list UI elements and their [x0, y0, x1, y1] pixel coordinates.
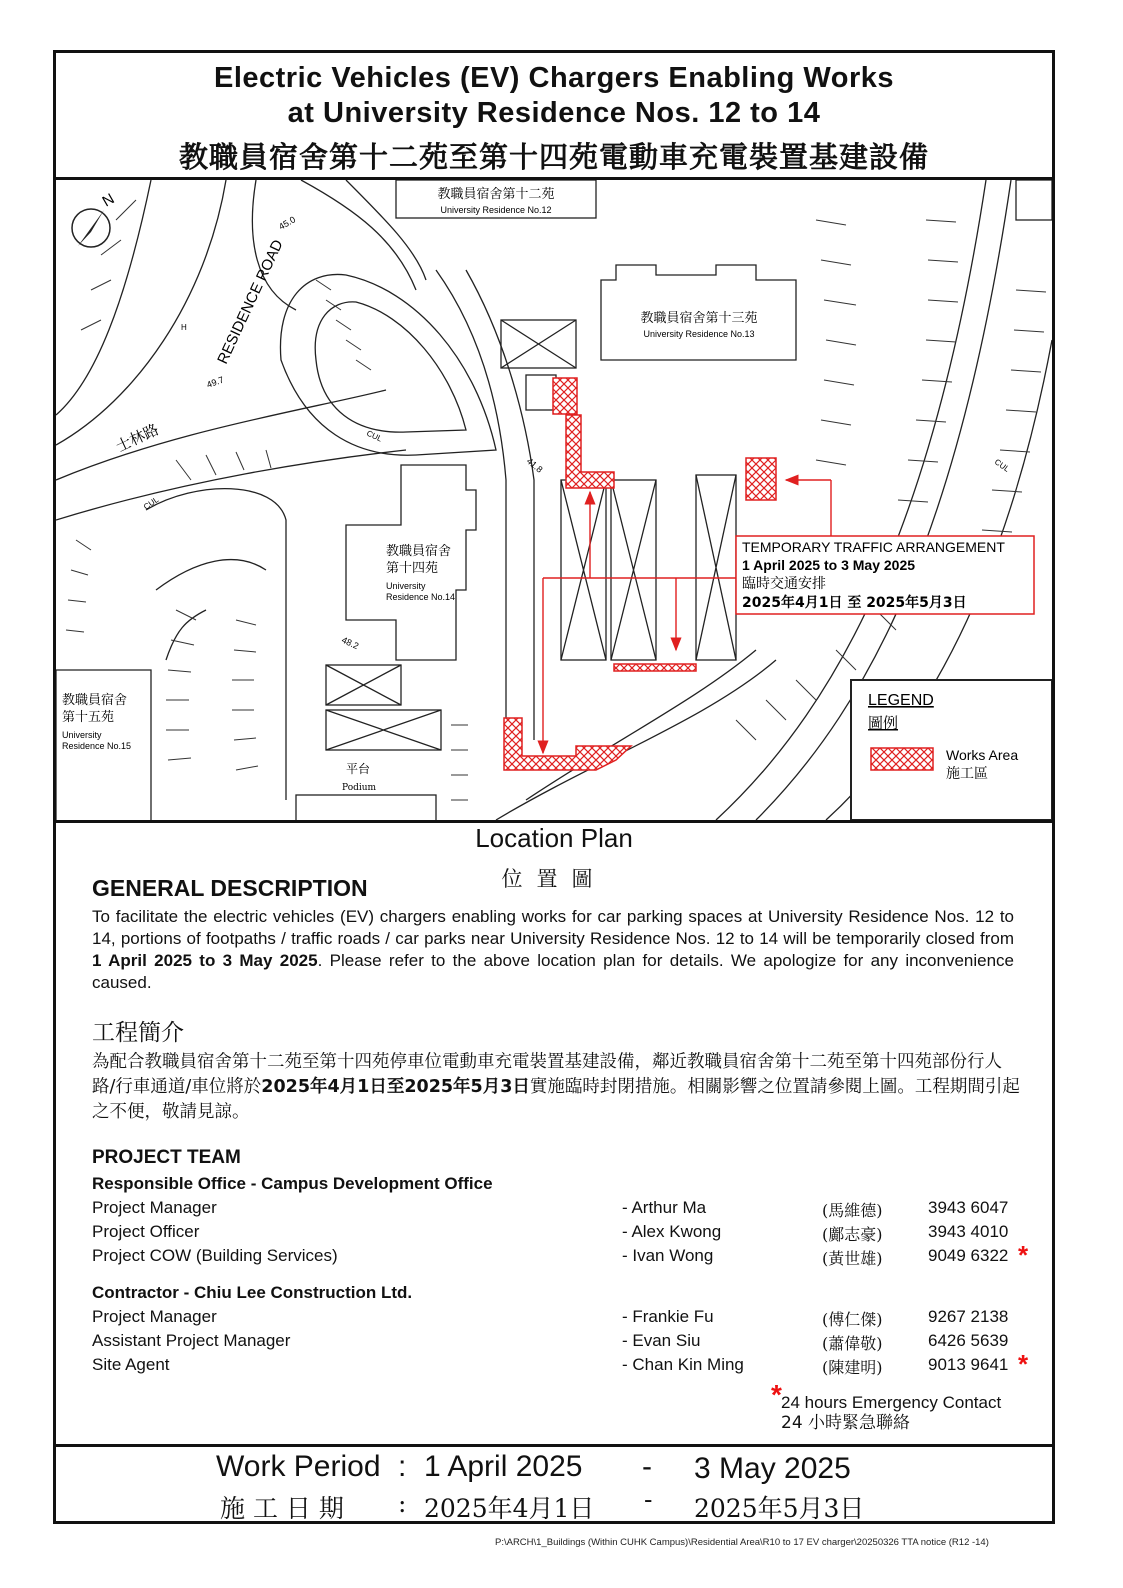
file-path-footer: P:\ARCH\1_Buildings (Within CUHK Campus)\Residential Area\R10 to 17 EV charger\20250326 TTA notice (R12 -14) [495, 1537, 989, 1548]
spot-level: 49.7 [205, 374, 226, 390]
general-description-zh: 為配合教職員宿舍第十二苑至第十四苑停車位電動車充電裝置基建設備，鄰近教職員宿舍第十二苑至第十四苑部份行人路/行車通道/車位將於2025年4月1日至2025年5月3日實施臨時封閉措施。相關影響之位置請參閱上圖。工程期間引起之不便，敬請見諒。 [92, 1052, 1020, 1122]
title-line-2: at University Residence Nos. 12 to 14 [287, 97, 821, 129]
project-team-heading: PROJECT TEAM [92, 1147, 241, 1168]
r13-en: University Residence No.13 [643, 329, 755, 339]
r13-zh: 教職員宿舍第十三苑 [640, 311, 758, 326]
work-period-colon-zh: : [398, 1489, 407, 1518]
emergency-star: * [771, 1379, 782, 1410]
r15-en-2: Residence No.15 [62, 741, 132, 751]
legend-title: LEGEND [868, 692, 934, 709]
spot-level: 45.0 [277, 214, 298, 232]
spot-level: 41.8 [524, 455, 545, 475]
work-period-end-zh: 2025年5月3日 [694, 1494, 865, 1523]
emergency-note: * 24 hours Emergency Contact 24 小時緊急聯絡 [771, 1379, 1002, 1433]
podium-en: Podium [342, 783, 377, 793]
work-period-start-zh: 2025年4月1日 [424, 1494, 595, 1523]
r15-zh-1: 教職員宿舍 [62, 693, 128, 708]
office-heading: Responsible Office - Campus Development Office [92, 1174, 493, 1193]
team-row: Assistant Project Manager - Evan Siu (蕭偉敬) 6426 5639 [92, 1331, 1009, 1353]
north-arrow-icon [72, 190, 117, 247]
work-period-dash-zh: - [644, 1485, 653, 1514]
team-row: Project Officer - Alex Kwong (鄺志豪) 3943 4010 [92, 1222, 1009, 1244]
title-zh: 教職員宿舍第十二苑至第十四苑電動車充電裝置基建設備 [178, 140, 929, 174]
title-line-1: Electric Vehicles (EV) Chargers Enabling Works [213, 62, 895, 94]
work-period-label-zh: 施 工 日 期 [220, 1494, 344, 1523]
tta-title: TEMPORARY TRAFFIC ARRANGEMENT [742, 539, 1005, 555]
team-row: Site Agent - Chan Kin Ming (陳建明) 9013 9641 * [92, 1349, 1029, 1379]
r15-zh-2: 第十五苑 [62, 710, 115, 725]
cul-label: CUL [365, 428, 384, 444]
general-description-heading-zh: 工程簡介 [92, 1020, 184, 1046]
team-row: Project COW (Building Services) - Ivan Wong (黃世雄) 9049 6322 * [92, 1240, 1029, 1270]
tta-title-zh: 臨時交通安排 [742, 576, 826, 592]
location-plan-map [56, 180, 1052, 820]
works-areas [504, 378, 776, 770]
work-period-dash: - [642, 1450, 652, 1483]
tta-dates: 1 April 2025 to 3 May 2025 [742, 557, 916, 573]
road-zh-label: 士林路 [113, 420, 162, 456]
team-row: Project Manager - Arthur Ma (馬維德) 3943 6047 [92, 1198, 1009, 1220]
work-period-colon: : [398, 1450, 407, 1483]
r14-zh-1: 教職員宿舍 [386, 544, 452, 559]
location-plan-title-zh: 位置圖 [501, 867, 607, 891]
team-row: Project Manager - Frankie Fu (傅仁傑) 9267 2138 [92, 1307, 1009, 1329]
r12-zh: 教職員宿舍第十二苑 [437, 187, 555, 202]
work-period-start: 1 April 2025 [424, 1450, 583, 1483]
legend-title-zh: 圖例 [868, 714, 899, 732]
traffic-arrows [543, 480, 831, 753]
north-label: N [99, 190, 118, 211]
r14-zh-2: 第十四苑 [386, 561, 439, 576]
podium-zh: 平台 [346, 762, 371, 776]
work-period-label: Work Period [216, 1450, 381, 1483]
legend-works-zh: 施工區 [946, 766, 988, 782]
legend-works: Works Area [946, 747, 1019, 763]
notice-frame [53, 50, 1055, 1524]
work-period-end: 3 May 2025 [694, 1452, 851, 1485]
r14-en-1: University [386, 581, 426, 591]
residence-road-label: RESIDENCE ROAD [214, 237, 287, 367]
tta-dates-zh: 2025年4月1日 至 2025年5月3日 [742, 595, 967, 611]
divider [56, 1444, 1052, 1447]
r14-en-2: Residence No.14 [386, 592, 456, 602]
legend-works-swatch [871, 748, 933, 770]
h-label: H [181, 323, 187, 332]
contractor-heading: Contractor - Chiu Lee Construction Ltd. [92, 1283, 413, 1302]
location-plan-title: Location Plan [475, 823, 633, 853]
cul-label: CUL [141, 495, 161, 512]
general-description-en: To facilitate the electric vehicles (EV) chargers enabling works for car parking spaces at University Residence Nos. 12 to 14, portions of footpaths / traffic roads / car parks near University Residence Nos. 12 to 14 will be temporarily closed from 1 April 2025 to 3 May 2025. Please refer to the above location plan for details. We apologize for any inconvenience caused. [92, 907, 1015, 992]
general-description-heading: GENERAL DESCRIPTION [92, 875, 368, 901]
spot-level: 48.2 [340, 634, 361, 652]
r15-en-1: University [62, 730, 102, 740]
r12-en: University Residence No.12 [440, 205, 552, 215]
cul-label: CUL [992, 457, 1012, 474]
